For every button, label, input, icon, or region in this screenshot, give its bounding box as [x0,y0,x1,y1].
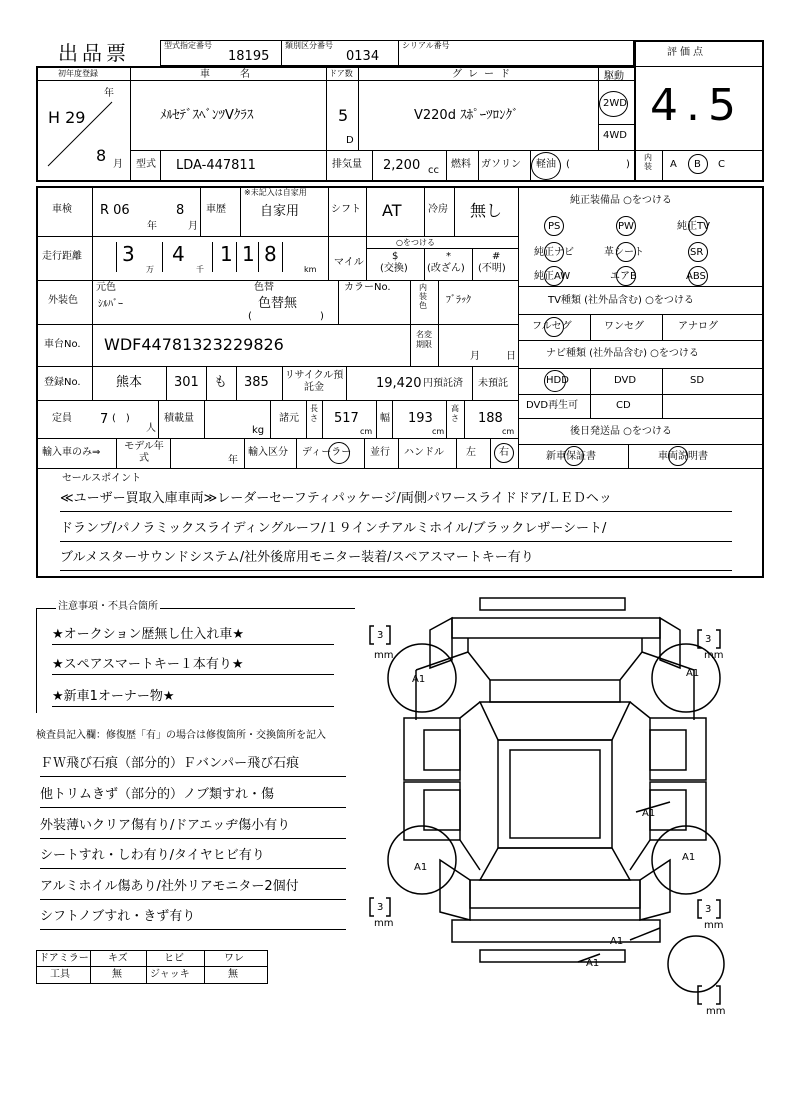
equip-item: エアB [610,271,637,282]
grade-value: V220d ｽﾎﾟｰﾂﾛﾝｸﾞ [414,108,519,123]
meigi-month: 月 [470,351,480,362]
meigi-label: 名変期限 [416,330,432,350]
class-no-value: 0134 [346,49,380,64]
check-cell: 工具 [50,969,70,980]
fuel-label: 燃料 [451,159,471,170]
doors-suffix: D [346,135,354,146]
equip-item: ABS [686,271,706,282]
fuel-gasoline: ガソリン [481,159,521,170]
shift-label: シフト [331,204,361,215]
post-warranty: 新車保証書 [546,451,596,462]
shaken-label: 車検 [52,204,72,215]
damage-mark: A1 [682,852,696,863]
color-no-label: カラーNo. [344,282,391,293]
width-value: 193 [408,411,433,426]
damage-mark: A1 [610,936,624,947]
color-value: ｼﾙﾊﾞｰ [98,299,123,310]
height-value: 188 [478,411,503,426]
dims-label: 諸元 [279,413,299,424]
equip-circle [616,242,636,262]
vin-label: 車台No. [44,339,81,350]
mileage-digits [96,238,322,278]
int-color-label: 内装色 [419,283,427,310]
note-line: ★新車1オーナー物★ [52,690,334,707]
displacement-label: 排気量 [332,159,362,170]
capacity-unit: 人 [146,423,156,434]
notes-label: 注意事項・不具合箇所 [58,601,158,612]
displacement-value: 2,200 [383,158,421,173]
tire-depth-unit: mm [706,1006,726,1017]
tire-depth-unit: mm [374,918,394,929]
equip-item: PW [618,221,634,232]
color-label: 外装色 [48,295,78,306]
height-label: 高さ [451,404,459,423]
mileage-attach-label: ○をつける [396,238,435,247]
damage-mark: A1 [642,808,656,819]
note-line: ★オークション歴無し仕入れ車★ [52,628,334,645]
sen-label: 千 [196,265,204,274]
mileage-digit: 3 [122,242,135,266]
equip-circle [688,266,708,286]
history-value: 自家用 [260,204,300,219]
post-manual: 車両説明書 [658,451,708,462]
import-type-label: 輸入区分 [248,447,288,458]
check-cell: ジャッキ [150,969,190,980]
inspector-line: 他トリムきず（部分的）ノブ類すれ・傷 [40,788,346,808]
interior-b-circle [688,154,708,174]
sales-line: ブルメスターサウンドシステム/社外後席用モニター装着/スペアスマートキー有り [60,551,732,571]
load-label: 積載量 [164,413,194,424]
score-value: 4.5 [650,80,744,131]
recycle-amount: 19,420 [376,376,422,391]
fuel-diesel-circle [531,152,561,180]
navi-sd: SD [690,375,705,386]
handle-label: ハンドル [404,447,444,458]
equip-circle [616,216,636,236]
drive-label: 駆動 [604,71,624,82]
mileage-digit: 1 [242,242,255,266]
fuel-paren-left: ( [566,159,570,170]
length-value: 517 [334,411,359,426]
handle-left: 左 [466,447,476,458]
capacity-label: 定員 [52,413,72,424]
man-label: 万 [146,265,154,274]
equip-circle [688,242,708,262]
model-year-unit: 年 [228,455,238,466]
check-header: ドアミラー [39,953,89,964]
first-reg-label: 初年度登録 [58,69,98,78]
repaint-label: 色替 [254,282,274,293]
equip-circle [544,242,564,262]
first-reg-era: H 29 [48,108,86,127]
tv-title: TV種類 (社外品含む) ○をつける [548,295,694,306]
post-title: 後日発送品 ○をつける [570,426,672,437]
length-unit: cm [360,427,373,436]
meigi-day: 日 [506,351,516,362]
equipment-grid [520,212,762,286]
import-label: 輸入車のみ⇒ [42,447,101,458]
damage-mark: A1 [686,668,700,679]
mileage-digit: 8 [264,242,277,266]
repaint-paren-left: ( [248,311,252,322]
navi-hdd: HDD [546,375,569,386]
inspector-line: アルミホイル傷あり/社外リアモニター2個付 [40,880,346,900]
capacity-value: 7 [100,412,109,427]
sheet-title: 出品票 [58,41,130,65]
tire-depth-unit: mm [704,920,724,931]
tv-analog: アナログ [678,321,718,332]
repaint-paren-right: ) [320,311,324,322]
import-parallel: 並行 [370,447,390,458]
handle-right: 右 [499,447,509,458]
repaint-value: 色替無 [258,296,298,311]
month-label: 月 [113,159,123,170]
equip-item: 純正AW [534,271,571,282]
mileage-digit: 1 [220,242,233,266]
equip-circle [616,266,636,286]
unknown-label: (不明) [478,263,506,274]
interior-a: A [670,159,677,170]
interior-c: C [718,159,725,170]
mileage-digit: 4 [172,242,185,266]
cd-label: CD [616,400,631,411]
first-reg-month: 8 [96,146,107,165]
equip-item: 革シート [604,247,644,258]
recycle-label: リサイクル預託金 [284,370,344,393]
serial-label: シリアル番号 [402,41,450,50]
km-label: km [304,265,317,274]
interior-label: 内装 [644,153,652,171]
reg-kana: も [214,375,228,390]
tire-depth-unit: mm [374,650,394,661]
inspector-line: シフトノブすれ・きず有り [40,910,346,930]
inspector-line: シートすれ・しわ有り/タイヤヒビ有り [40,849,346,869]
check-cell: 無 [112,969,122,980]
check-header: キズ [108,953,128,964]
displacement-unit: cc [428,165,439,176]
note-line: ★スペアスマートキー１本有り★ [52,658,334,675]
equip-item: PS [548,221,561,232]
exchange-label: (交換) [380,263,408,274]
vin-value: WDF44781323229826 [104,335,284,354]
equip-item: 純正ナビ [534,247,574,258]
reg-class: 301 [174,375,199,390]
tire-depth-unit: mm [704,650,724,661]
load-unit: kg [252,425,265,436]
altered-symbol: * [446,251,451,262]
navi-hdd-circle [544,370,566,392]
post-manual-circle [668,446,688,466]
reg-area: 熊本 [116,375,143,390]
history-label: 車歴 [206,204,226,215]
damage-mark: A1 [586,958,600,969]
inspector-line: ＦＷ飛び石痕（部分的）Ｆバンパー飛び石痕 [40,757,346,777]
shift-value: AT [382,201,402,220]
dvd-playback-label: DVD再生可 [526,400,579,411]
car-name-label: 車 名 [200,69,260,80]
year-label: 年 [104,88,114,99]
fuel-diesel: 軽油 [536,159,556,170]
navi-title: ナビ種類 (社外品含む) ○をつける [546,348,699,359]
dealer-circle [328,442,350,464]
ac-label: 冷房 [428,204,448,215]
damage-mark: A1 [412,674,426,685]
length-label: 長さ [310,404,318,423]
check-header: ワレ [224,953,244,964]
sales-line: ≪ユーザー買取入庫車両≫レーダーセーフティパッケージ/両側パワースライドドア/ＬＥＤヘッ [60,492,732,512]
width-label: 幅 [380,413,390,424]
orig-color-label: 元色 [96,282,116,293]
tire-depth: 3 [705,904,712,915]
model-year-label: モデル年式 [124,441,164,464]
shaken-month-label: 月 [188,221,198,232]
tv-fullseg-circle [544,317,564,337]
history-note: ※未記入は自家用 [244,188,307,197]
check-cell: 無 [228,969,238,980]
car-name: ﾒﾙｾﾃﾞｽﾍﾞﾝﾂVｸﾗｽ [160,108,254,123]
inspector-label: 検査員記入欄：修復歴「有」の場合は修復箇所・交換箇所を記入 [36,730,326,741]
equip-item: SR [690,247,704,258]
equip-item: 純正TV [677,221,710,232]
equip-circle [544,266,564,286]
drive-2wd: 2WD [603,98,627,109]
shaken-month: 8 [176,203,185,218]
int-color-value: ﾌﾞﾗｯｸ [446,295,471,306]
tv-oneseg: ワンセグ [604,321,644,332]
height-unit: cm [502,427,515,436]
doors-label: ドア数 [329,69,353,78]
drive-2wd-circle [599,91,628,117]
equip-circle [544,216,564,236]
ac-value: 無し [470,201,503,220]
shaken-era: R 06 [100,203,130,218]
import-dealer: ディーラー [302,447,352,458]
mileage-label: 走行距離 [42,251,82,262]
car-diagram [360,590,770,1020]
shaken-year-label: 年 [147,221,157,232]
sales-line: ドランプ/パノラミックスライディングルーフ/１９インチアルミホイル/ブラックレザーシート/ [60,522,732,542]
model-value: LDA-447811 [176,158,256,173]
interior-b: B [694,159,701,170]
unknown-symbol: # [492,251,501,262]
reg-number: 385 [244,375,269,390]
handle-right-circle [494,443,514,463]
fuel-paren-right: ) [626,159,630,170]
capacity-paren: ( ) [112,413,130,424]
type-no-value: 18195 [228,49,270,64]
check-header: ヒビ [164,953,184,964]
tv-fullseg: フルセグ [532,321,572,332]
recycle-unpaid: 未預託 [478,378,508,389]
tire-depth: 3 [377,630,384,641]
tire-depth: 3 [705,634,712,645]
exchange-symbol: $ [392,251,399,262]
width-unit: cm [432,427,445,436]
inspector-line: 外装薄いクリア傷有り/ドアエッヂ傷小有り [40,819,346,839]
regno-label: 登録No. [44,377,81,388]
score-label: 評価点 [667,47,706,58]
damage-mark: A1 [414,862,428,873]
doors-value: 5 [338,106,349,125]
sales-label: セールスポイント [62,473,142,484]
post-warranty-circle [564,446,584,466]
tire-depth: 3 [377,902,384,913]
navi-dvd: DVD [614,375,637,386]
type-no-label: 型式指定番号 [164,41,212,50]
equip-circle [688,216,708,236]
mile-label: マイル [334,257,364,268]
grade-label: グレード [452,69,516,80]
drive-4wd: 4WD [603,130,627,141]
recycle-status: 円預託済 [423,378,463,389]
class-no-label: 類別区分番号 [285,41,333,50]
equipment-title: 純正装備品 ○をつける [570,195,672,206]
model-label: 型式 [136,159,156,170]
altered-label: (改ざん) [427,263,465,274]
